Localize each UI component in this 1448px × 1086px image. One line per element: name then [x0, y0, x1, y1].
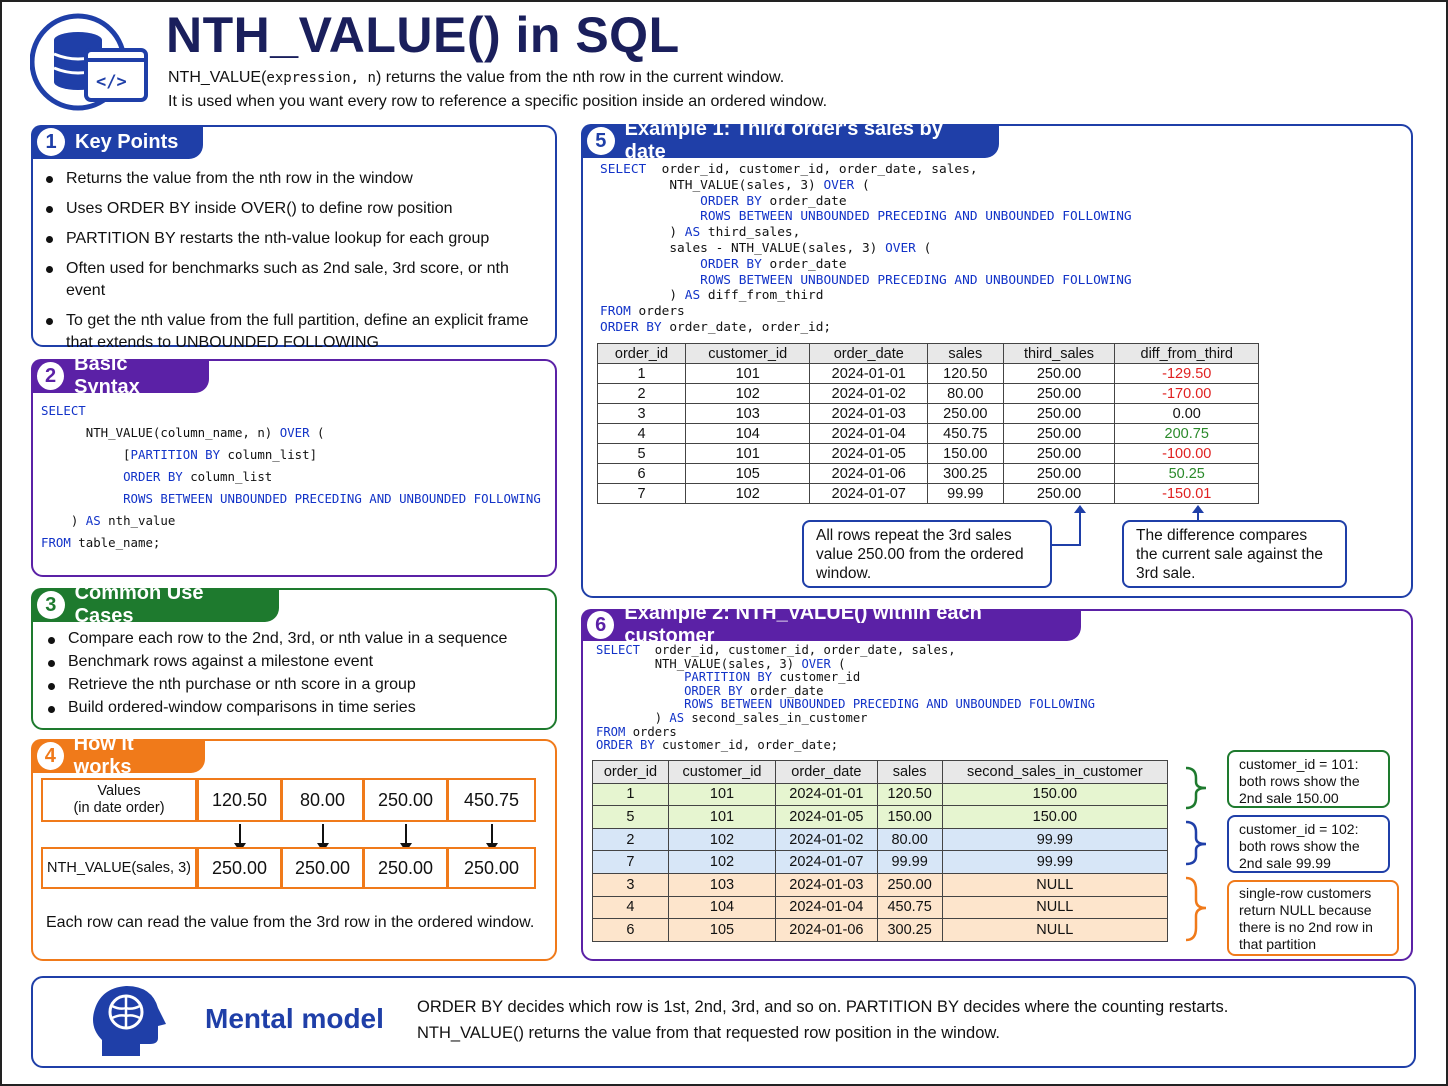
table-cell: 7: [598, 484, 686, 504]
table-cell: 50.25: [1115, 464, 1259, 484]
syntax-code: [41, 400, 541, 554]
table-cell: 200.75: [1115, 424, 1259, 444]
code-text: column_list]: [220, 447, 318, 462]
note-customer-101: customer_id = 101: both rows show the 2nd sale 150.00: [1227, 750, 1390, 808]
table-cell: 2024-01-04: [776, 896, 877, 919]
table-cell: 250.00: [1003, 464, 1115, 484]
code-line: [41, 466, 541, 488]
table-cell: 250.00: [1003, 404, 1115, 424]
note-customer-102: customer_id = 102: both rows show the 2nd sale 99.99: [1227, 815, 1390, 873]
table-cell: NULL: [942, 896, 1167, 919]
table-row: [598, 384, 1259, 404]
table-cell: -100.00: [1115, 444, 1259, 464]
code-text: NTH_VALUE(column_name, n): [41, 425, 280, 440]
table-cell: 120.50: [877, 783, 942, 806]
table-cell: 2024-01-01: [810, 364, 928, 384]
table-cell: 105: [668, 919, 775, 942]
code-line: [600, 257, 1132, 273]
code-line: [596, 685, 1095, 699]
code-keyword: ROWS BETWEEN UNBOUNDED PRECEDING AND UNBOUNDED FOLLOWING: [700, 209, 1132, 225]
example2-tab: 6 Example 2: NTH_VALUE() within each customer: [581, 609, 1081, 641]
code-line: [600, 304, 1132, 320]
code-keyword: ROWS BETWEEN UNBOUNDED PRECEDING AND UNBOUNDED FOLLOWING: [123, 491, 541, 506]
table-cell: 250.00: [1003, 444, 1115, 464]
table-row: [593, 896, 1168, 919]
column-header: sales: [877, 761, 942, 784]
table-cell: 450.75: [877, 896, 942, 919]
code-text: [: [41, 447, 131, 462]
table-cell: 150.00: [942, 806, 1167, 829]
code-keyword: OVER: [823, 177, 855, 193]
code-line: [41, 510, 541, 532]
code-text: ): [41, 513, 86, 528]
example2-code: [596, 644, 1095, 753]
table-header-row: [593, 761, 1168, 784]
code-text: customer_id, order_date;: [654, 738, 839, 753]
table-cell: 2: [593, 828, 669, 851]
code-keyword: ORDER BY: [684, 683, 743, 698]
result-cell: 250.00: [447, 847, 536, 889]
list-item: Retrieve the nth purchase or nth score in a group: [34, 675, 554, 694]
values-label: Values (in date order): [41, 778, 197, 822]
table-cell: 2024-01-06: [776, 919, 877, 942]
column-header: customer_id: [668, 761, 775, 784]
subtitle-line-2: It is used when you want every row to reference a specific position inside an ordered window.: [168, 93, 828, 110]
code-keyword: OVER: [801, 656, 831, 671]
table-cell: 300.25: [877, 919, 942, 942]
mental-model-line-1: ORDER BY decides which row is 1st, 2nd, 3rd, and so on. PARTITION BY decides where the counting restarts.: [417, 998, 1229, 1016]
note-single-row-customers: single-row customers return NULL because there is no 2nd row in that partition: [1227, 880, 1399, 956]
code-keyword: ROWS BETWEEN UNBOUNDED PRECEDING AND UNBOUNDED FOLLOWING: [700, 272, 1132, 288]
code-line: [600, 288, 1132, 304]
code-text: diff_from_third: [700, 288, 824, 304]
code-keyword: AS: [684, 225, 701, 241]
table-cell: NULL: [942, 919, 1167, 942]
code-keyword: SELECT: [41, 403, 86, 418]
code-text: [600, 273, 700, 288]
table-cell: 7: [593, 851, 669, 874]
table-cell: -150.01: [1115, 484, 1259, 504]
code-text: (: [309, 425, 325, 440]
table-cell: 0.00: [1115, 404, 1259, 424]
code-text: ): [600, 225, 685, 241]
column-header: customer_id: [685, 344, 809, 364]
table-cell: 104: [685, 424, 809, 444]
table-row: [593, 828, 1168, 851]
result-cell: 250.00: [363, 847, 448, 889]
table-row: [598, 484, 1259, 504]
code-text: (: [915, 240, 932, 256]
value-cell: 120.50: [197, 778, 282, 822]
code-keyword: PARTITION BY: [130, 447, 221, 462]
code-keyword: OVER: [885, 240, 916, 256]
table-cell: 250.00: [1003, 364, 1115, 384]
table-cell: 6: [598, 464, 686, 484]
table-row: [598, 404, 1259, 424]
code-text: order_id, customer_id, order_date, sales,: [646, 162, 978, 177]
code-line: [596, 726, 1095, 740]
table-cell: 3: [593, 873, 669, 896]
table-cell: 4: [598, 424, 686, 444]
code-line: [600, 225, 1132, 241]
table-cell: 103: [668, 873, 775, 896]
value-cell: 250.00: [363, 778, 448, 822]
use-cases-tab: 3 Common Use Cases: [31, 588, 279, 622]
list-item: Compare each row to the 2nd, 3rd, or nth value in a sequence: [34, 629, 554, 648]
result-cell: 250.00: [281, 847, 364, 889]
group-braces: [1180, 766, 1220, 946]
code-text: [600, 194, 700, 209]
list-item: Often used for benchmarks such as 2nd sale, 3rd score, or nth event: [32, 258, 552, 302]
code-text: orders: [630, 304, 685, 320]
code-keyword: FROM: [600, 304, 631, 320]
table-cell: 2024-01-02: [810, 384, 928, 404]
list-item: Returns the value from the nth row in the window: [32, 168, 552, 190]
column-header: order_id: [593, 761, 669, 784]
code-text: third_sales,: [700, 225, 801, 241]
code-keyword: ORDER BY: [700, 256, 762, 272]
result-cell: 250.00: [197, 847, 282, 889]
code-keyword: ROWS BETWEEN UNBOUNDED PRECEDING AND UNBOUNDED FOLLOWING: [684, 697, 1095, 712]
table-cell: 250.00: [1003, 384, 1115, 404]
table-row: [593, 873, 1168, 896]
code-line: [600, 320, 1132, 336]
code-keyword: ORDER BY: [596, 738, 655, 753]
table-cell: 6: [593, 919, 669, 942]
code-text: [41, 491, 123, 506]
table-row: [598, 464, 1259, 484]
down-arrow-icon: [405, 824, 407, 846]
code-line: [600, 273, 1132, 289]
code-text: column_list: [182, 469, 273, 484]
code-text: nth_value: [100, 513, 176, 528]
code-keyword: ORDER BY: [600, 319, 662, 335]
key-points-tab: 1 Key Points: [31, 125, 203, 159]
code-keyword: SELECT: [600, 162, 647, 177]
table-cell: 1: [598, 364, 686, 384]
mental-model-title: Mental model: [205, 1003, 384, 1034]
list-item: Build ordered-window comparisons in time series: [34, 698, 554, 717]
table-header-row: [598, 344, 1259, 364]
column-header: second_sales_in_customer: [942, 761, 1167, 784]
code-text: ): [596, 710, 670, 725]
table-cell: 102: [685, 384, 809, 404]
code-line: [41, 488, 541, 510]
code-text: order_date: [761, 256, 847, 272]
table-cell: 2024-01-07: [810, 484, 928, 504]
table-row: [593, 783, 1168, 806]
table-cell: 80.00: [928, 384, 1003, 404]
table-cell: 1: [593, 783, 669, 806]
table-cell: 300.25: [928, 464, 1003, 484]
table-cell: 3: [598, 404, 686, 424]
example2-result-table: [592, 760, 1168, 942]
code-line: [596, 671, 1095, 685]
table-cell: 5: [593, 806, 669, 829]
table-cell: 102: [668, 851, 775, 874]
table-cell: NULL: [942, 873, 1167, 896]
code-line: [600, 178, 1132, 194]
table-row: [593, 806, 1168, 829]
column-header: order_date: [776, 761, 877, 784]
subtitle-line-1: NTH_VALUE(expression, n) returns the value from the nth row in the current window.: [168, 69, 785, 86]
table-row: [598, 424, 1259, 444]
code-text: orders: [625, 724, 677, 739]
callout-third-sales: All rows repeat the 3rd sales value 250.00 from the ordered window.: [802, 520, 1052, 588]
table-cell: 250.00: [928, 404, 1003, 424]
code-text: (: [830, 656, 846, 671]
table-cell: 250.00: [1003, 424, 1115, 444]
code-keyword: ORDER BY: [123, 469, 183, 484]
code-text: (: [854, 177, 870, 193]
code-line: [596, 712, 1095, 726]
key-points-list: [32, 168, 552, 362]
code-keyword: PARTITION BY: [684, 670, 773, 685]
code-line: [41, 532, 541, 554]
code-keyword: AS: [85, 513, 101, 528]
code-keyword: ORDER BY: [700, 193, 762, 209]
value-cell: 450.75: [447, 778, 536, 822]
table-cell: 2024-01-06: [810, 464, 928, 484]
table-cell: 2024-01-02: [776, 828, 877, 851]
table-cell: 99.99: [942, 851, 1167, 874]
code-text: [596, 670, 684, 684]
table-cell: 450.75: [928, 424, 1003, 444]
code-line: [596, 698, 1095, 712]
table-cell: 104: [668, 896, 775, 919]
column-header: third_sales: [1003, 344, 1115, 364]
table-row: [593, 919, 1168, 942]
example1-code: [600, 162, 1132, 336]
down-arrow-icon: [322, 824, 324, 846]
code-keyword: AS: [684, 288, 701, 304]
code-line: [596, 644, 1095, 658]
how-it-works-caption: Each row can read the value from the 3rd row in the ordered window.: [46, 914, 535, 931]
code-text: NTH_VALUE(sales, 3): [600, 177, 824, 193]
table-cell: 2024-01-03: [810, 404, 928, 424]
code-text: ): [600, 288, 685, 304]
table-cell: 102: [685, 484, 809, 504]
example1-result-table: [597, 343, 1259, 504]
page-title: NTH_VALUE() in SQL: [166, 7, 680, 63]
code-text: order_date: [761, 193, 847, 209]
code-keyword: AS: [669, 710, 685, 725]
table-cell: 250.00: [877, 873, 942, 896]
table-cell: 99.99: [942, 828, 1167, 851]
code-line: [600, 162, 1132, 178]
code-keyword: FROM: [596, 724, 626, 739]
value-cell: 80.00: [281, 778, 364, 822]
table-cell: 80.00: [877, 828, 942, 851]
table-cell: -129.50: [1115, 364, 1259, 384]
example1-tab: 5 Example 1: Third order's sales by date: [581, 124, 999, 158]
code-text: order_date: [742, 683, 824, 698]
code-keyword: FROM: [41, 535, 71, 550]
table-cell: 101: [685, 364, 809, 384]
code-text: NTH_VALUE(sales, 3): [596, 656, 802, 671]
table-cell: 5: [598, 444, 686, 464]
list-item: To get the nth value from the full partition, define an explicit frame that extends to UNBOUNDED FOLLOWING: [32, 310, 552, 354]
code-line: [596, 658, 1095, 672]
table-cell: 102: [668, 828, 775, 851]
table-cell: 2: [598, 384, 686, 404]
table-cell: 101: [668, 783, 775, 806]
list-item: Benchmark rows against a milestone event: [34, 652, 554, 671]
code-keyword: SELECT: [596, 643, 641, 657]
table-cell: 150.00: [928, 444, 1003, 464]
code-line: [600, 194, 1132, 210]
table-cell: 2024-01-05: [810, 444, 928, 464]
code-text: [41, 469, 123, 484]
table-row: [593, 851, 1168, 874]
table-cell: 2024-01-05: [776, 806, 877, 829]
code-text: second_sales_in_customer: [684, 710, 868, 725]
table-cell: 105: [685, 464, 809, 484]
code-text: [596, 697, 684, 711]
code-line: [41, 444, 541, 466]
code-glyph: </>: [96, 72, 127, 92]
nth-value-label: NTH_VALUE(sales, 3): [41, 847, 197, 889]
column-header: sales: [928, 344, 1003, 364]
code-text: sales - NTH_VALUE(sales, 3): [600, 240, 886, 256]
down-arrow-icon: [491, 824, 493, 846]
table-cell: 101: [685, 444, 809, 464]
table-cell: 150.00: [877, 806, 942, 829]
table-cell: 120.50: [928, 364, 1003, 384]
table-cell: 250.00: [1003, 484, 1115, 504]
table-cell: 4: [593, 896, 669, 919]
code-line: [600, 241, 1132, 257]
mental-model-line-2: NTH_VALUE() returns the value from that requested row position in the window.: [417, 1024, 1000, 1042]
how-it-works-tab: 4 How it works: [31, 739, 205, 773]
list-item: PARTITION BY restarts the nth-value lookup for each group: [32, 228, 552, 250]
use-cases-list: [34, 629, 554, 721]
database-code-icon: [30, 12, 160, 112]
table-cell: -170.00: [1115, 384, 1259, 404]
code-line: [596, 739, 1095, 753]
table-cell: 2024-01-01: [776, 783, 877, 806]
code-text: order_id, customer_id, order_date, sales,: [640, 643, 956, 657]
table-cell: 2024-01-04: [810, 424, 928, 444]
column-header: order_date: [810, 344, 928, 364]
table-row: [598, 364, 1259, 384]
code-text: [600, 257, 700, 272]
table-cell: 2024-01-07: [776, 851, 877, 874]
list-item: Uses ORDER BY inside OVER() to define row position: [32, 198, 552, 220]
down-arrow-icon: [239, 824, 241, 846]
code-line: [600, 209, 1132, 225]
code-line: [41, 422, 541, 444]
code-text: order_date, order_id;: [661, 319, 832, 335]
column-header: order_id: [598, 344, 686, 364]
table-cell: 101: [668, 806, 775, 829]
table-cell: 150.00: [942, 783, 1167, 806]
column-header: diff_from_third: [1115, 344, 1259, 364]
code-line: [41, 400, 541, 422]
table-cell: 2024-01-03: [776, 873, 877, 896]
code-text: customer_id: [772, 670, 861, 685]
brain-head-icon: [88, 982, 168, 1062]
code-text: [600, 209, 700, 224]
callout-difference: The difference compares the current sale against the 3rd sale.: [1122, 520, 1347, 588]
syntax-tab: 2 Basic Syntax: [31, 359, 209, 393]
table-cell: 99.99: [877, 851, 942, 874]
table-cell: 99.99: [928, 484, 1003, 504]
code-text: [596, 684, 684, 698]
code-text: table_name;: [70, 535, 161, 550]
table-cell: 103: [685, 404, 809, 424]
table-row: [598, 444, 1259, 464]
code-keyword: OVER: [279, 425, 310, 440]
